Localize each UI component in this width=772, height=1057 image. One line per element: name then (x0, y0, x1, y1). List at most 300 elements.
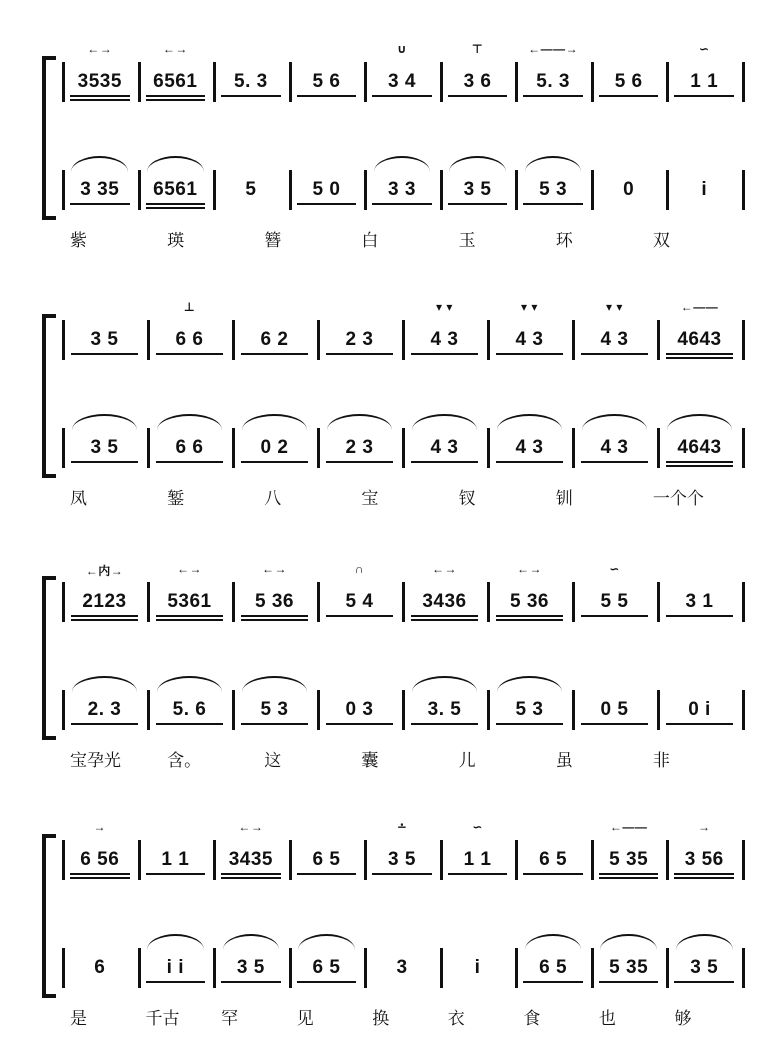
measure-notes: 1 1 (161, 849, 190, 870)
lyric-syllable: 换 (372, 1009, 390, 1029)
slur-arc (147, 156, 204, 172)
lower-measure (670, 946, 738, 990)
lyric-syllable: 非 (652, 751, 670, 771)
lower-measure (217, 168, 285, 212)
underline (71, 723, 139, 725)
ornament-mark: ←→ (262, 562, 287, 576)
bar-line (515, 948, 518, 988)
slur-arc (412, 414, 477, 430)
underline (448, 873, 507, 875)
bar-line (742, 62, 745, 102)
underline (70, 203, 129, 205)
measure-notes: 5 6 (312, 71, 341, 92)
upper-notation-row (0, 300, 772, 362)
measure-notes: 2 3 (345, 437, 374, 458)
underline (599, 95, 658, 97)
upper-measure (142, 42, 210, 104)
underline (71, 353, 139, 355)
measure-notes: 3 6 (463, 71, 492, 92)
double-underline (146, 207, 205, 209)
underline (297, 873, 356, 875)
double-underline (666, 465, 734, 467)
underline (372, 873, 431, 875)
bar-line (364, 62, 367, 102)
underline (326, 461, 394, 463)
bar-line (147, 320, 150, 360)
lower-measure (406, 426, 483, 470)
bar-line (62, 320, 65, 360)
bar-line (742, 170, 745, 210)
lyric-syllable: 白 (361, 231, 379, 251)
measure-notes: 5 5 (600, 591, 629, 612)
upper-measure (406, 300, 483, 362)
lower-measure (293, 946, 361, 990)
ornament-mark: ←→ (517, 562, 542, 576)
ornament-mark: ∸ (396, 820, 408, 834)
lower-measure (236, 426, 313, 470)
measure-notes: 6 56 (80, 849, 120, 870)
lower-measure (444, 168, 512, 212)
measure-notes: 3 56 (684, 849, 724, 870)
upper-measure (236, 562, 313, 624)
ornament-mark: ←——→ (528, 42, 579, 56)
bar-line (138, 62, 141, 102)
ornament-mark: ∽ (698, 42, 710, 56)
upper-measure (368, 820, 436, 882)
measure-notes: 5 4 (345, 591, 374, 612)
score-system (0, 562, 772, 780)
lyric-syllable: 瑛 (167, 231, 185, 251)
bar-line (742, 690, 745, 730)
bar-line (402, 320, 405, 360)
ornament-mark: ←→ (432, 562, 457, 576)
bar-line (666, 948, 669, 988)
underline (241, 461, 309, 463)
slur-arc (600, 934, 657, 950)
underline (156, 461, 224, 463)
underline (70, 95, 129, 97)
bar-line (147, 428, 150, 468)
underline (297, 203, 356, 205)
lyric-syllable: 罕 (221, 1009, 239, 1029)
underline (523, 203, 582, 205)
lyric-syllable: 八 (264, 489, 282, 509)
lyric-syllable: 宝 (361, 489, 379, 509)
slur-arc (71, 156, 128, 172)
bar-line (62, 62, 65, 102)
lower-measure (661, 688, 738, 732)
measure-notes: 1 1 (463, 849, 492, 870)
upper-measure (491, 300, 568, 362)
bar-line (138, 840, 141, 880)
underline (71, 615, 139, 617)
lower-notation-row (0, 946, 772, 990)
underline (326, 615, 394, 617)
underline (523, 95, 582, 97)
score-system (0, 42, 772, 260)
bar-line (364, 170, 367, 210)
underline (581, 723, 649, 725)
measure-notes: 6 2 (260, 329, 289, 350)
bar-line (666, 170, 669, 210)
underline (496, 461, 564, 463)
measure-notes: 3 5 (463, 179, 492, 200)
underline (156, 615, 224, 617)
underline (523, 981, 582, 983)
bar-line (440, 948, 443, 988)
lower-measure (368, 946, 436, 990)
underline (411, 723, 479, 725)
lower-measure (151, 688, 228, 732)
slur-arc (242, 676, 307, 692)
upper-measure (321, 318, 398, 362)
ornament-mark: ∽ (609, 562, 620, 576)
slur-arc (157, 414, 222, 430)
lyric-syllable: 食 (523, 1009, 541, 1029)
underline (146, 981, 205, 983)
lyric-syllable: 一个个 (652, 489, 704, 509)
underline (146, 873, 205, 875)
bar-line (657, 320, 660, 360)
upper-measure (444, 820, 512, 882)
underline (674, 95, 733, 97)
underline (372, 203, 431, 205)
lyric-syllable: 千古 (145, 1009, 180, 1029)
bar-line (213, 170, 216, 210)
upper-measure (595, 820, 663, 882)
underline (666, 723, 734, 725)
slur-arc (412, 676, 477, 692)
bar-line (289, 948, 292, 988)
bar-line (62, 840, 65, 880)
slur-arc (667, 414, 732, 430)
measure-notes: 3 5 (690, 957, 719, 978)
underline (581, 615, 649, 617)
measure-notes: 2 3 (345, 329, 374, 350)
upper-measure (661, 300, 738, 362)
bar-line (657, 582, 660, 622)
lower-measure (491, 688, 568, 732)
bar-line (666, 840, 669, 880)
double-underline (71, 619, 139, 621)
underline (411, 615, 479, 617)
slur-arc (582, 414, 647, 430)
lyric-syllable: 含。 (167, 751, 202, 771)
slur-arc (72, 414, 137, 430)
ornament-mark: ⊤ (471, 42, 484, 56)
bar-line (289, 62, 292, 102)
lyric-syllable: 够 (674, 1009, 692, 1029)
measure-notes: 6 (94, 957, 106, 978)
lower-measure (576, 688, 653, 732)
lower-measure (236, 688, 313, 732)
measure-notes: 5. 3 (234, 71, 268, 92)
bar-line (572, 320, 575, 360)
lower-measure (321, 426, 398, 470)
lyric-syllable: 囊 (361, 751, 379, 771)
slur-arc (242, 414, 307, 430)
bar-line (317, 320, 320, 360)
lyric-syllable: 钏 (555, 489, 573, 509)
bar-line (440, 62, 443, 102)
double-underline (156, 619, 224, 621)
underline (496, 353, 564, 355)
bar-line (289, 170, 292, 210)
measure-notes: 3 4 (388, 71, 416, 92)
bar-line (62, 170, 65, 210)
slur-arc (327, 414, 392, 430)
underline (221, 873, 280, 875)
measure-notes: 3 5 (90, 329, 119, 350)
lyric-syllable: 环 (555, 231, 573, 251)
underline (666, 615, 734, 617)
bar-line (591, 948, 594, 988)
bar-line (515, 840, 518, 880)
bar-line (402, 582, 405, 622)
underline (221, 95, 280, 97)
ornament-mark: ∽ (472, 820, 483, 834)
score-system (0, 300, 772, 518)
bar-line (289, 840, 292, 880)
measure-notes: i (474, 957, 481, 978)
underline (523, 873, 582, 875)
bar-line (440, 840, 443, 880)
lyric-syllable: 虽 (555, 751, 573, 771)
upper-measure (142, 838, 210, 882)
ornament-mark: ▾ ▾ (606, 300, 623, 314)
measure-notes: 3 1 (685, 591, 714, 612)
measure-notes: 4 3 (430, 329, 459, 350)
ornament-mark: ←内→ (85, 564, 124, 578)
bar-line (232, 582, 235, 622)
underline (411, 353, 479, 355)
slur-arc (298, 934, 355, 950)
lower-measure (406, 688, 483, 732)
measure-notes: 0 (623, 179, 635, 200)
double-underline (221, 877, 280, 879)
underline (674, 873, 733, 875)
measure-notes: 4643 (677, 437, 722, 458)
bar-line (62, 690, 65, 730)
underline (156, 723, 224, 725)
ornament-mark: ⊥ (183, 300, 196, 314)
lower-measure (661, 426, 738, 470)
ornament-mark: ←→ (87, 42, 113, 56)
upper-measure (66, 820, 134, 882)
slur-arc (449, 156, 506, 172)
lyric-syllable: 宝孕光 (70, 751, 121, 771)
upper-measure (406, 562, 483, 624)
lower-measure (66, 946, 134, 990)
lower-measure (444, 946, 512, 990)
bar-line (742, 320, 745, 360)
measure-notes: 2. 3 (87, 699, 122, 720)
upper-measure (293, 60, 361, 104)
measure-notes: 5 35 (609, 849, 649, 870)
upper-measure (151, 300, 228, 362)
underline (496, 615, 564, 617)
lower-measure (151, 426, 228, 470)
bar-line (742, 840, 745, 880)
measure-notes: 5 3 (539, 179, 568, 200)
double-underline (674, 877, 733, 879)
underline (241, 615, 309, 617)
bar-line (666, 62, 669, 102)
measure-notes: 5. 3 (536, 71, 570, 92)
lower-measure (66, 426, 143, 470)
lower-notation-row (0, 688, 772, 732)
lower-notation-row (0, 426, 772, 470)
lyric-syllable: 也 (598, 1009, 616, 1029)
upper-measure (321, 562, 398, 624)
measure-notes: 5 36 (510, 591, 549, 612)
lyric-syllable: 玉 (458, 231, 476, 251)
underline (581, 461, 649, 463)
lyric-syllable: 錾 (167, 489, 185, 509)
slur-arc (374, 156, 431, 172)
measure-notes: 3. 5 (427, 699, 462, 720)
lyric-syllable: 双 (652, 231, 670, 251)
measure-notes: 6 5 (539, 849, 568, 870)
bar-line (138, 170, 141, 210)
underline (326, 353, 394, 355)
bar-line (232, 690, 235, 730)
measure-notes: 6 5 (312, 849, 341, 870)
bar-line (515, 62, 518, 102)
lyric-syllable: 凤 (70, 489, 87, 509)
lyric-syllable: 是 (70, 1009, 87, 1029)
upper-measure (217, 60, 285, 104)
lyric-syllable: 见 (296, 1009, 314, 1029)
lyric-syllable: 衣 (447, 1009, 465, 1029)
upper-measure (66, 564, 143, 624)
measure-notes: 6 6 (175, 437, 204, 458)
upper-notation-row (0, 42, 772, 104)
ornament-mark: ←—— (680, 300, 719, 314)
bar-line (364, 840, 367, 880)
measure-notes: i (701, 179, 708, 200)
ornament-mark: ▾ ▾ (436, 300, 453, 314)
lower-measure (321, 688, 398, 732)
upper-measure (444, 42, 512, 104)
measure-notes: 5 3 (260, 699, 289, 720)
lyric-syllable: 簪 (264, 231, 282, 251)
bar-line (62, 948, 65, 988)
upper-notation-row (0, 820, 772, 882)
underline (297, 981, 356, 983)
measure-notes: 5 3 (515, 699, 544, 720)
measure-notes: 6 5 (539, 957, 568, 978)
bar-line (232, 320, 235, 360)
upper-measure (670, 820, 738, 882)
double-underline (411, 619, 479, 621)
underline (241, 723, 309, 725)
measure-notes: 5 36 (255, 591, 294, 612)
measure-notes: 0 2 (260, 437, 289, 458)
double-underline (496, 619, 564, 621)
lyrics-row (0, 746, 772, 776)
bar-line (364, 948, 367, 988)
measure-notes: 5361 (167, 591, 212, 612)
measure-notes: 1 1 (690, 71, 719, 92)
bar-line (402, 428, 405, 468)
upper-notation-row (0, 562, 772, 624)
bar-line (487, 582, 490, 622)
upper-measure (670, 42, 738, 104)
double-underline (241, 619, 309, 621)
bar-line (742, 428, 745, 468)
lyrics-row (0, 226, 772, 256)
measure-notes: 3535 (77, 71, 122, 92)
measure-notes: 4 3 (515, 437, 544, 458)
underline (599, 981, 658, 983)
lyrics-row (0, 484, 772, 514)
lower-measure (576, 426, 653, 470)
underline (70, 873, 129, 875)
ornament-mark: ▾ ▾ (521, 300, 538, 314)
slur-arc (223, 934, 280, 950)
upper-measure (151, 562, 228, 624)
measure-notes: 4 3 (430, 437, 459, 458)
underline (411, 461, 479, 463)
bar-line (317, 690, 320, 730)
lower-measure (595, 168, 663, 212)
double-underline (70, 99, 129, 101)
ornament-mark: → (697, 820, 711, 834)
underline (156, 353, 224, 355)
measure-notes: 3 (396, 957, 408, 978)
measure-notes: 3 3 (388, 179, 416, 200)
upper-measure (491, 562, 568, 624)
slur-arc (525, 934, 582, 950)
measure-notes: 4 3 (600, 329, 629, 350)
measure-notes: 5 35 (609, 957, 649, 978)
upper-measure (661, 580, 738, 624)
measure-notes: 2123 (82, 591, 127, 612)
lower-measure (595, 946, 663, 990)
slur-arc (497, 676, 562, 692)
bar-line (657, 690, 660, 730)
measure-notes: 4 3 (515, 329, 544, 350)
bar-line (317, 582, 320, 622)
bar-line (572, 690, 575, 730)
double-underline (599, 877, 658, 879)
bar-line (213, 62, 216, 102)
bar-line (572, 582, 575, 622)
bar-line (572, 428, 575, 468)
underline (326, 723, 394, 725)
bar-line (317, 428, 320, 468)
measure-notes: 6 6 (175, 329, 204, 350)
lyric-syllable: 这 (264, 751, 282, 771)
measure-notes: 4 3 (600, 437, 629, 458)
lyric-syllable: 钗 (458, 489, 476, 509)
upper-measure (217, 820, 285, 882)
slur-arc (525, 156, 582, 172)
measure-notes: 3 35 (80, 179, 120, 200)
bar-line (213, 840, 216, 880)
lower-measure (519, 168, 587, 212)
lower-measure (217, 946, 285, 990)
bar-line (62, 582, 65, 622)
bar-line (515, 170, 518, 210)
double-underline (70, 877, 129, 879)
underline (666, 353, 734, 355)
underline (146, 203, 205, 205)
measure-notes: 3435 (228, 849, 274, 870)
bar-line (591, 840, 594, 880)
underline (146, 95, 205, 97)
